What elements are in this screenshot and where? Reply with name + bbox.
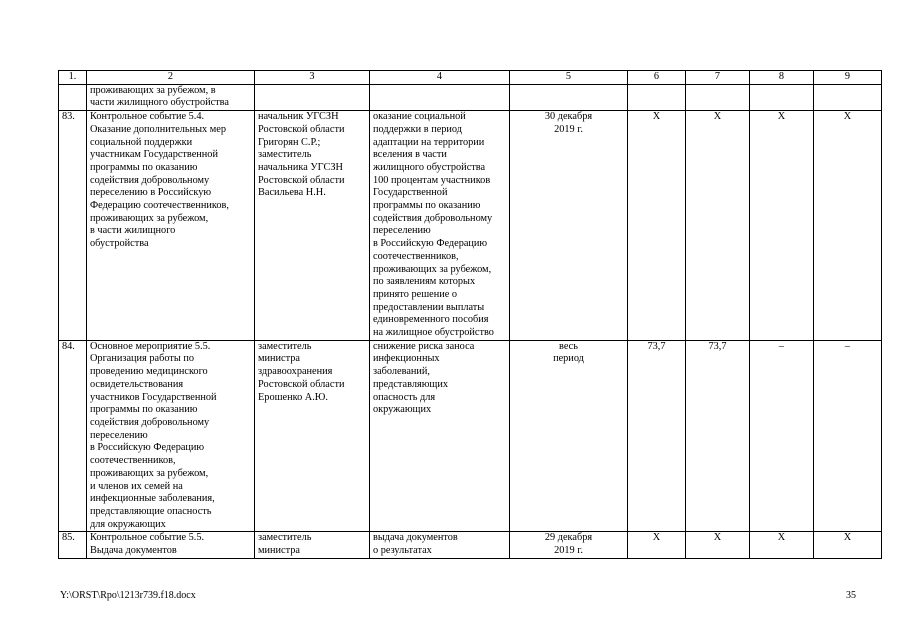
continuation-text: проживающих за рубежом, в части жилищного обустройства (87, 84, 255, 110)
row-number: 85. (59, 532, 87, 558)
header-cell-7: 7 (686, 71, 750, 85)
header-row (59, 71, 882, 85)
header-cell-3: 3 (255, 71, 370, 85)
header-cell-1: 1. (59, 71, 87, 85)
table-row (59, 111, 882, 341)
value-cell: – (814, 340, 882, 532)
row-number: 83. (59, 111, 87, 341)
event-cell: Основное мероприятие 5.5. Организация работы по проведению медицинского освидетельствования участников Государственной программы по оказанию содействия добровольному переселению в Российскую Федерацию соотечественников, проживающих за рубежом, и членов их семей на инфекционные заболевания, представляющие опасность для окружающих (87, 340, 255, 532)
value-cell: 73,7 (628, 340, 686, 532)
value-cell: Х (814, 532, 882, 558)
value-cell: Х (686, 111, 750, 341)
event-cell: Контрольное событие 5.5. Выдача документов (87, 532, 255, 558)
value-cell: Х (686, 532, 750, 558)
result-cell: оказание социальной поддержки в период адаптации на территории вселения в части жилищного обустройства 100 процентам участников Государственной программы по оказанию содействия добровольному переселению в Российскую Федерацию соотечественников, проживающих за рубежом, по заявлениям которых принято решение о предоставлении выплаты единовременного пособия на жилищное обустройство (370, 111, 510, 341)
page-number: 35 (846, 590, 856, 601)
footer-file-path: Y:\ORST\Rpo\1213r739.f18.docx (60, 590, 196, 601)
header-cell-9: 9 (814, 71, 882, 85)
header-cell-6: 6 (628, 71, 686, 85)
header-cell-2: 2 (87, 71, 255, 85)
responsible-cell: заместитель министра здравоохранения Ростовской области Ерошенко А.Ю. (255, 340, 370, 532)
value-cell: – (750, 340, 814, 532)
date-cell: 30 декабря 2019 г. (510, 111, 628, 341)
table-row (59, 532, 882, 558)
value-cell: Х (628, 111, 686, 341)
value-cell: Х (814, 111, 882, 341)
program-table (58, 70, 882, 559)
date-cell: весь период (510, 340, 628, 532)
table-row (59, 340, 882, 532)
value-cell: 73,7 (686, 340, 750, 532)
result-cell: снижение риска заноса инфекционных заболеваний, представляющих опасность для окружающих (370, 340, 510, 532)
event-cell: Контрольное событие 5.4. Оказание дополнительных мер социальной поддержки участникам Государственной программы по оказанию содействия добровольному переселению в Российскую Федерацию соотечественников, проживающих за рубежом, в части жилищного обустройства (87, 111, 255, 341)
value-cell: Х (750, 532, 814, 558)
value-cell: Х (628, 532, 686, 558)
header-cell-8: 8 (750, 71, 814, 85)
responsible-cell: заместитель министра (255, 532, 370, 558)
responsible-cell: начальник УГСЗН Ростовской области Григорян С.Р.; заместитель начальника УГСЗН Ростовской области Васильева Н.Н. (255, 111, 370, 341)
result-cell: выдача документов о результатах (370, 532, 510, 558)
header-cell-5: 5 (510, 71, 628, 85)
continuation-row (59, 84, 882, 110)
header-cell-4: 4 (370, 71, 510, 85)
value-cell: Х (750, 111, 814, 341)
row-number: 84. (59, 340, 87, 532)
date-cell: 29 декабря 2019 г. (510, 532, 628, 558)
